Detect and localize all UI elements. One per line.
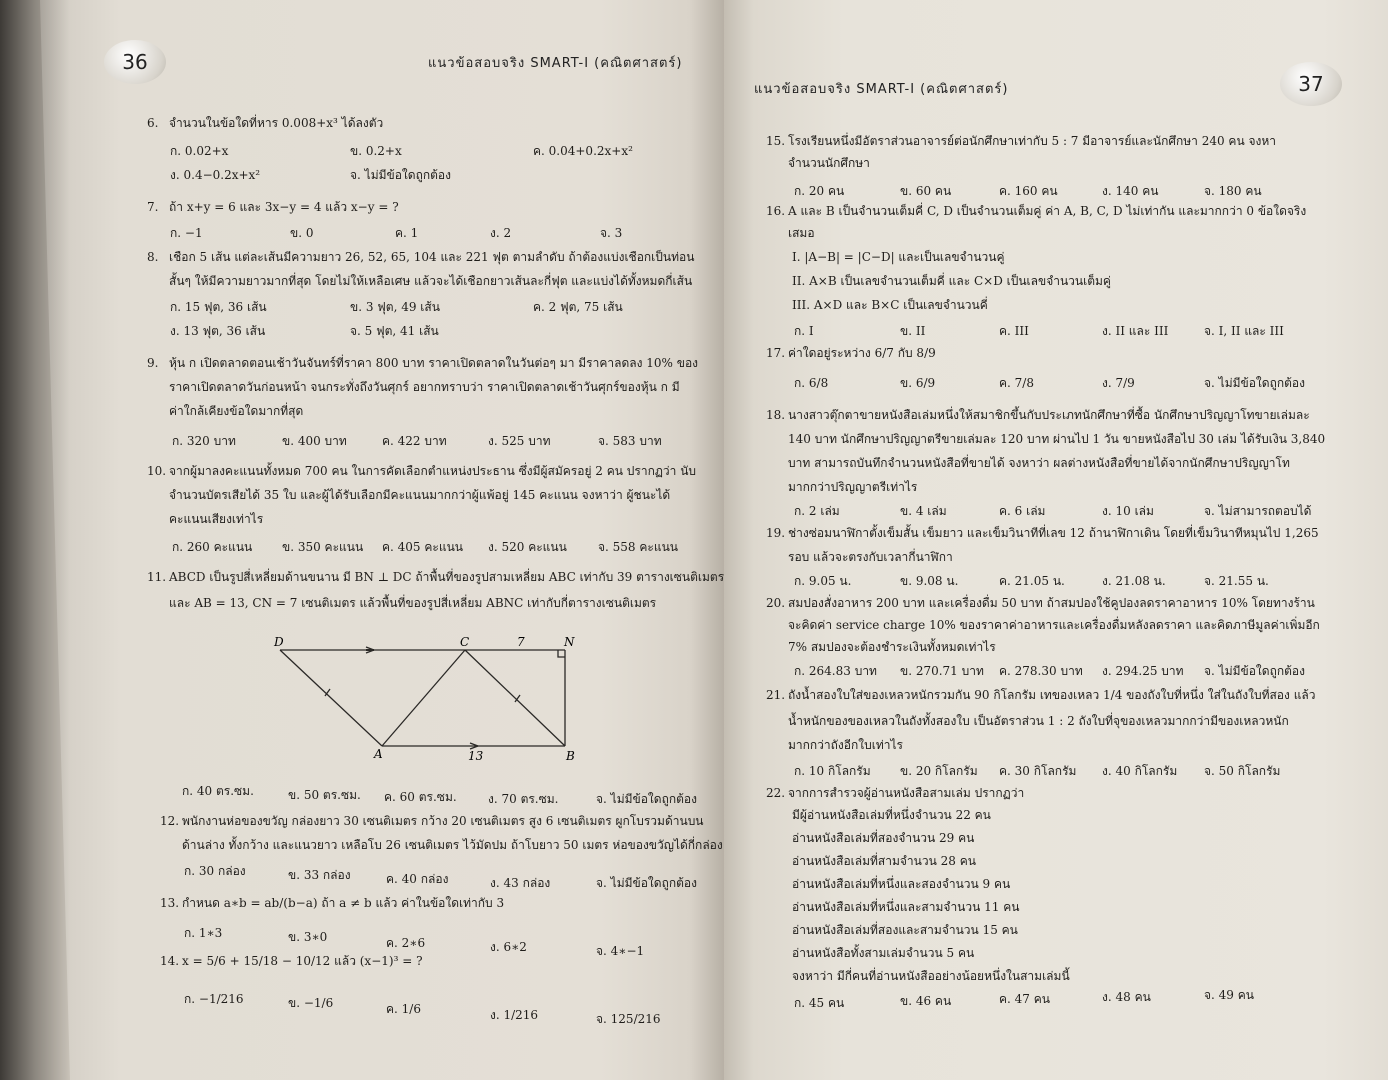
- option: ง. 6∗2: [490, 940, 527, 954]
- option: จ. 180 คน: [1204, 184, 1262, 198]
- option: ค. 60 ตร.ซม.: [384, 790, 457, 804]
- question-line: เสมอ: [788, 226, 815, 240]
- option: ข. 50 ตร.ซม.: [288, 788, 361, 802]
- option: ง. 294.25 บาท: [1102, 664, 1184, 678]
- question-line: น้ำหนักของของเหลวในถังทั้งสองใบ เป็นอัตราส่วน 1 : 2 ถังใบที่จุของเหลวมากกว่ามีของเหลวหนัก: [788, 714, 1289, 728]
- question-line: 140 บาท นักศึกษาปริญญาตรีขายเล่มละ 120 บาท ผ่านไป 1 วัน ขายหนังสือไป 30 เล่ม ได้รับเงิน 3,840: [788, 432, 1326, 446]
- option: ข. 3∗0: [288, 930, 328, 944]
- option: ข. 350 คะแนน: [282, 540, 364, 554]
- option: ค. 278.30 บาท: [999, 664, 1083, 678]
- option: ก. 2 เล่ม: [794, 504, 840, 518]
- vertex-label-n: N: [564, 636, 575, 649]
- page-header: แนวข้อสอบจริง SMART-I (คณิตศาสตร์): [754, 82, 1009, 97]
- option: ก. 264.83 บาท: [794, 664, 877, 678]
- option: ค. 47 คน: [999, 992, 1050, 1006]
- question-line: อ่านหนังสือเล่มที่สองและสามจำนวน 15 คน: [792, 923, 1018, 937]
- option: ง. 70 ตร.ซม.: [488, 792, 559, 806]
- question-line: มากกว่าปริญญาตรีเท่าไร: [788, 480, 918, 494]
- question-line: ค่าใกล้เคียงข้อใดมากที่สุด: [169, 404, 304, 418]
- question: 16. A และ B เป็นจำนวนเต็มคี่ C, D เป็นจำนวนเต็มคู่ ค่า A, B, C, D ไม่เท่ากัน และมากกว่า 0 ข้อใดจริง: [766, 204, 1307, 218]
- option: ค. 1: [395, 226, 419, 240]
- option: ก. 30 กล่อง: [184, 864, 246, 878]
- vertex-label-c: C: [460, 636, 470, 649]
- book-spine-shadow: [0, 0, 70, 1080]
- question: 13. กำหนด a∗b = ab/(b−a) ถ้า a ≠ b แล้ว ค่าในข้อใดเท่ากับ 3: [160, 896, 505, 910]
- option: จ. ไม่มีข้อใดถูกต้อง: [596, 876, 697, 890]
- option: ก. −1: [170, 226, 203, 240]
- question: 10. จากผู้มาลงคะแนนทั้งหมด 700 คน ในการคัดเลือกตำแหน่งประธาน ซึ่งมีผู้สมัครอยู่ 2 คน ปรากฏว่า นับ: [147, 464, 697, 478]
- option: ค. III: [999, 324, 1029, 338]
- right-page: [724, 0, 1388, 1080]
- option: ข. 20 กิโลกรัม: [900, 764, 978, 778]
- question-line: อ่านหนังสือเล่มที่สามจำนวน 28 คน: [792, 854, 976, 868]
- option: จ. 5 ฟุต, 41 เส้น: [350, 324, 439, 338]
- option: จ. ไม่มีข้อใดถูกต้อง: [350, 168, 451, 182]
- option: ก. 20 คน: [794, 184, 845, 198]
- option: ข. 3 ฟุต, 49 เส้น: [350, 300, 440, 314]
- option: ค. 30 กิโลกรัม: [999, 764, 1077, 778]
- option: ง. 13 ฟุต, 36 เส้น: [170, 324, 266, 338]
- question-line: รอบ แล้วจะตรงกับเวลากี่นาฬิกา: [788, 550, 953, 564]
- question-line: บาท สามารถบันทึกจำนวนหนังสือที่ขายได้ จงหาว่า ผลต่างหนังสือที่ขายได้จากนักศึกษาปริญญาโท: [788, 456, 1290, 470]
- option: ข. 9.08 น.: [900, 574, 959, 588]
- option: ค. 0.04+0.2x+x²: [533, 144, 633, 158]
- question-line: จำนวนนักศึกษา: [788, 156, 870, 170]
- option: ก. 320 บาท: [172, 434, 236, 448]
- vertex-label-b: B: [566, 749, 575, 763]
- page-number: 36: [104, 40, 166, 84]
- question: 6. จำนวนในข้อใดที่หาร 0.008+x³ ได้ลงตัว: [147, 116, 384, 130]
- option: จ. 125/216: [596, 1012, 661, 1026]
- question: 19. ช่างซ่อมนาฬิกาตั้งเข็มสั้น เข็มยาว และเข็มวินาทีที่เลข 12 ถ้านาฬิกาเดิน โดยที่เข็มวินาทีหมุนไป 1,265: [766, 526, 1319, 540]
- option: ข. −1/6: [288, 996, 334, 1010]
- option: ก. 6/8: [794, 376, 829, 390]
- option: ค. 160 คน: [999, 184, 1058, 198]
- question-line: มากกว่าถังอีกใบเท่าไร: [788, 738, 903, 752]
- vertex-label-d: D: [274, 636, 284, 649]
- question-line: คะแนนเสียงเท่าไร: [169, 512, 264, 526]
- question-line: จงหาว่า มีกี่คนที่อ่านหนังสืออย่างน้อยหนึ่งในสามเล่มนี้: [792, 969, 1070, 983]
- question-line: จำนวนบัตรเสียได้ 35 ใบ และผู้ได้รับเลือกมีคะแนนมากกว่าผู้แพ้อยู่ 145 คะแนน จงหาว่า ผู้ชนะได้: [169, 488, 671, 502]
- option: ค. 21.05 น.: [999, 574, 1065, 588]
- option: ข. 46 คน: [900, 994, 952, 1008]
- option: ข. 0.2+x: [350, 144, 402, 158]
- option: จ. 49 คน: [1204, 988, 1254, 1002]
- option: ค. 40 กล่อง: [386, 872, 449, 886]
- question: 7. ถ้า x+y = 6 และ 3x−y = 4 แล้ว x−y = ?: [147, 200, 399, 214]
- option: จ. 3: [600, 226, 623, 240]
- option: ง. 43 กล่อง: [490, 876, 551, 890]
- parallelogram-diagram: [270, 636, 590, 766]
- option: ค. 422 บาท: [382, 434, 447, 448]
- option: จ. ไม่มีข้อใดถูกต้อง: [1204, 376, 1305, 390]
- option: ก. 0.02+x: [170, 144, 229, 158]
- option: ข. 0: [290, 226, 314, 240]
- question: 18. นางสาวตุ๊กตาขายหนังสือเล่มหนึ่งให้สมาชิกขึ้นกับประเภทนักศึกษาที่ซื้อ นักศึกษาปริญญาโทขายเล่มละ: [766, 408, 1310, 422]
- option: จ. 50 กิโลกรัม: [1204, 764, 1281, 778]
- option: ง. 7/9: [1102, 376, 1135, 390]
- option: ง. 0.4−0.2x+x²: [170, 168, 261, 182]
- option: จ. I, II และ III: [1204, 324, 1284, 338]
- question-line: ด้านล่าง ทั้งกว้าง และแนวยาว เหลือโบ 26 เซนติเมตร ไว้มัดปม ถ้าโบยาว 50 เมตร ห่อของขวัญได้กี่กล่อง: [182, 838, 723, 852]
- option: ก. −1/216: [184, 992, 244, 1006]
- question-line: อ่านหนังสือทั้งสามเล่มจำนวน 5 คน: [792, 946, 975, 960]
- vertex-label-a: A: [374, 747, 383, 761]
- option: ง. 525 บาท: [488, 434, 551, 448]
- option: จ. ไม่มีข้อใดถูกต้อง: [596, 792, 697, 806]
- question-line: สั้นๆ ให้มีความยาวมากที่สุด โดยไม่ให้เหลือเศษ แล้วจะได้เชือกยาวเส้นละกี่ฟุต และแบ่งได้ทั้งหมดกี่เส้น: [169, 274, 693, 288]
- question: 21. ถังน้ำสองใบใส่ของเหลวหนักรวมกัน 90 กิโลกรัม เทของเหลว 1/4 ของถังใบที่หนึ่ง ใส่ในถังใบที่สอง แล้ว: [766, 688, 1316, 702]
- option: จ. 4∗−1: [596, 944, 645, 958]
- option: ง. 140 คน: [1102, 184, 1159, 198]
- question: 9. หุ้น ก เปิดตลาดตอนเช้าวันจันทร์ที่ราคา 800 บาท ราคาเปิดตลาดในวันต่อๆ มา มีราคาลดลง 10% ของ: [147, 356, 699, 370]
- option: ก. 45 คน: [794, 996, 845, 1010]
- option: ข. 270.71 บาท: [900, 664, 984, 678]
- option: ข. 60 คน: [900, 184, 952, 198]
- option: ง. 40 กิโลกรัม: [1102, 764, 1178, 778]
- option: จ. ไม่มีข้อใดถูกต้อง: [1204, 664, 1305, 678]
- option: จ. 21.55 น.: [1204, 574, 1269, 588]
- option: ง. II และ III: [1102, 324, 1169, 338]
- question-line: 7% สมปองจะต้องชำระเงินทั้งหมดเท่าไร: [788, 640, 996, 654]
- question: 22. จากการสำรวจผู้อ่านหนังสือสามเล่ม ปรากฏว่า: [766, 786, 1025, 800]
- question-line: มีผู้อ่านหนังสือเล่มที่หนึ่งจำนวน 22 คน: [792, 808, 991, 822]
- option: ค. 6 เล่ม: [999, 504, 1046, 518]
- option: ก. 1∗3: [184, 926, 223, 940]
- option: ง. 48 คน: [1102, 990, 1151, 1004]
- option: ข. 4 เล่ม: [900, 504, 947, 518]
- option: ข. II: [900, 324, 926, 338]
- option: ง. 1/216: [490, 1008, 539, 1022]
- option: ง. 2: [490, 226, 512, 240]
- option: ค. 2 ฟุต, 75 เส้น: [533, 300, 623, 314]
- question-line: จะคิดค่า service charge 10% ของราคาค่าอาหารและเครื่องดื่มหลังลดราคา และคิดภาษีมูลค่าเพิ่มอีก: [788, 618, 1320, 632]
- option: ก. 10 กิโลกรัม: [794, 764, 871, 778]
- cn-length-label: 7: [517, 636, 525, 649]
- option: ง. 520 คะแนน: [488, 540, 567, 554]
- question: 14. x = 5/6 + 15/18 − 10/12 แล้ว (x−1)³ = ?: [160, 954, 423, 968]
- option: ก. 260 คะแนน: [172, 540, 253, 554]
- question: 20. สมปองสั่งอาหาร 200 บาท และเครื่องดื่ม 50 บาท ถ้าสมปองใช้คูปองลดราคาอาหาร 10% โดยทางร้าน: [766, 596, 1315, 610]
- option: ค. 2∗6: [386, 936, 426, 950]
- option: ง. 21.08 น.: [1102, 574, 1166, 588]
- page-number: 37: [1280, 62, 1342, 106]
- question: 17. ค่าใดอยู่ระหว่าง 6/7 กับ 8/9: [766, 346, 936, 360]
- question: 11. ABCD เป็นรูปสี่เหลี่ยมด้านขนาน มี BN ⊥ DC ถ้าพื้นที่ของรูปสามเหลี่ยม ABC เท่ากับ 39 ตารางเซนติเมตร: [147, 570, 724, 584]
- option: ค. 7/8: [999, 376, 1034, 390]
- option: ก. I: [794, 324, 814, 338]
- question-line: อ่านหนังสือเล่มที่หนึ่งและสามจำนวน 11 คน: [792, 900, 1020, 914]
- ab-length-label: 13: [468, 749, 484, 763]
- question: 8. เชือก 5 เส้น แต่ละเส้นมีความยาว 26, 52, 65, 104 และ 221 ฟุต ตามลำดับ ถ้าต้องแบ่งเชือกเป็นท่อน: [147, 250, 695, 264]
- question-line: ราคาเปิดตลาดวันก่อนหน้า จนกระทั่งถึงวันศุกร์ อยากทราบว่า ราคาเปิดตลาดเช้าวันศุกร์ของหุ้น ก มี: [169, 380, 680, 394]
- question-line: II. A×B เป็นเลขจำนวนเต็มคี่ และ C×D เป็นเลขจำนวนเต็มคู่: [792, 274, 1111, 288]
- option: ข. 33 กล่อง: [288, 868, 351, 882]
- question-line: และ AB = 13, CN = 7 เซนติเมตร แล้วพื้นที่ของรูปสี่เหลี่ยม ABNC เท่ากับกี่ตารางเซนติเมตร: [169, 596, 657, 610]
- option: จ. ไม่สามารถตอบได้: [1204, 504, 1312, 518]
- page-header: แนวข้อสอบจริง SMART-I (คณิตศาสตร์): [428, 56, 683, 71]
- question-line: อ่านหนังสือเล่มที่สองจำนวน 29 คน: [792, 831, 975, 845]
- option: จ. 558 คะแนน: [598, 540, 678, 554]
- option: จ. 583 บาท: [598, 434, 662, 448]
- question: 12. พนักงานห่อของขวัญ กล่องยาว 30 เซนติเมตร กว้าง 20 เซนติเมตร สูง 6 เซนติเมตร ผูกโบรวมด้านบน: [160, 814, 704, 828]
- option: ค. 405 คะแนน: [382, 540, 463, 554]
- option: ข. 6/9: [900, 376, 936, 390]
- question-line: III. A×D และ B×C เป็นเลขจำนวนคี่: [792, 298, 988, 312]
- option: ก. 40 ตร.ซม.: [182, 784, 254, 798]
- question-line: I. |A−B| = |C−D| และเป็นเลขจำนวนคู่: [792, 250, 1005, 264]
- question: 15. โรงเรียนหนึ่งมีอัตราส่วนอาจารย์ต่อนักศึกษาเท่ากับ 5 : 7 มีอาจารย์และนักศึกษา 240 คน จงหา: [766, 134, 1277, 148]
- option: ข. 400 บาท: [282, 434, 347, 448]
- question-line: อ่านหนังสือเล่มที่หนึ่งและสองจำนวน 9 คน: [792, 877, 1011, 891]
- option: ง. 10 เล่ม: [1102, 504, 1154, 518]
- option: ก. 15 ฟุต, 36 เส้น: [170, 300, 267, 314]
- option: ก. 9.05 น.: [794, 574, 852, 588]
- option: ค. 1/6: [386, 1002, 421, 1016]
